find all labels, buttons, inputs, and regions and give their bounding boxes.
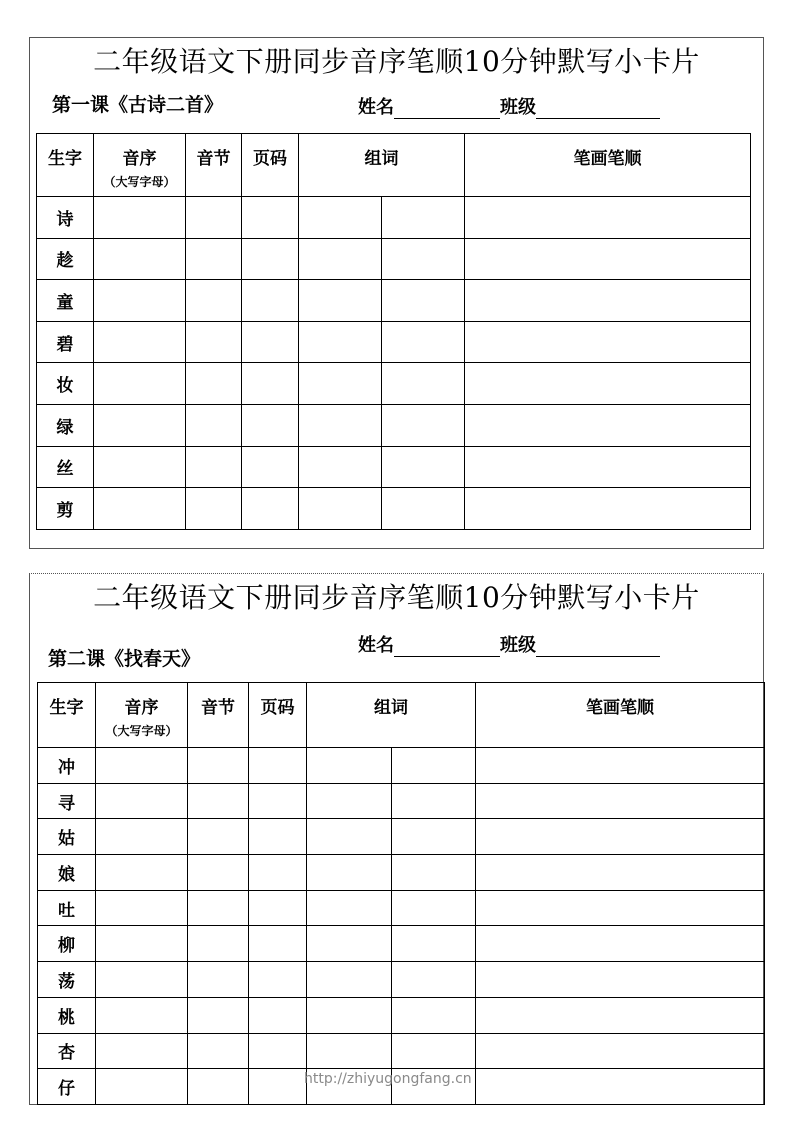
class-label: 班级 [500,635,536,656]
table-header-row [37,134,751,197]
word-cell-1[interactable] [299,238,382,280]
table-row [37,321,751,363]
character: 趁 [56,251,74,272]
table-header-row [38,683,765,748]
word-cell-1[interactable] [299,280,382,322]
strokes-cell[interactable] [476,997,765,1033]
page-cell[interactable] [249,1033,307,1069]
character: 荡 [58,971,75,992]
order-cell[interactable] [96,997,188,1033]
table-row [37,238,751,280]
character: 冲 [58,757,75,778]
word-cell-1[interactable] [299,321,382,363]
strokes-cell[interactable] [465,197,751,239]
strokes-cell[interactable] [476,1033,765,1069]
page-cell[interactable] [249,926,307,962]
character: 娘 [58,864,75,885]
character: 仔 [58,1079,75,1100]
section-cell[interactable] [188,855,249,891]
section-cell[interactable] [186,363,242,405]
card-title: 二年级语文下册同步音序笔顺10分钟默写小卡片 [93,45,700,78]
name-blank[interactable] [394,638,500,657]
header-order-label: 音序 [122,149,157,169]
char-cell [38,748,96,784]
char-cell [37,446,94,488]
page-cell[interactable] [242,404,299,446]
card-title: 二年级语文下册同步音序笔顺10分钟默写小卡片 [93,581,700,614]
character: 童 [56,292,74,313]
char-cell [38,962,96,998]
word-cell-2[interactable] [392,1033,476,1069]
page-cell[interactable] [242,363,299,405]
page-cell[interactable] [249,1069,307,1105]
character: 杏 [58,1043,75,1064]
word-cell-1[interactable] [299,446,382,488]
section-cell[interactable] [186,197,242,239]
word-cell-1[interactable] [307,962,392,998]
header-page: 页码 [249,683,307,748]
character: 妆 [56,376,74,397]
section-cell[interactable] [188,1033,249,1069]
strokes-cell[interactable] [465,404,751,446]
word-cell-2[interactable] [382,280,465,322]
word-cell-1[interactable] [307,1033,392,1069]
table-row [37,197,751,239]
word-cell-2[interactable] [382,446,465,488]
section-cell[interactable] [188,748,249,784]
word-cell-2[interactable] [382,363,465,405]
character: 剪 [56,500,74,521]
word-cell-1[interactable] [307,997,392,1033]
dictation-table [37,682,765,1105]
header-order-sub: （大写字母） [105,724,178,738]
table-row [37,280,751,322]
char-cell [38,1069,96,1105]
header-char: 生字 [38,683,96,748]
section-cell[interactable] [188,926,249,962]
char-cell [38,1033,96,1069]
order-cell[interactable] [94,321,186,363]
word-cell-2[interactable] [382,404,465,446]
strokes-cell[interactable] [476,819,765,855]
strokes-cell[interactable] [476,783,765,819]
order-cell[interactable] [94,238,186,280]
char-cell [38,819,96,855]
character: 碧 [56,334,74,355]
character: 寻 [58,793,75,814]
page-cell[interactable] [249,890,307,926]
page-cell[interactable] [242,280,299,322]
student-info [358,631,660,657]
section-cell[interactable] [186,321,242,363]
word-cell-1[interactable] [299,404,382,446]
section-cell[interactable] [188,962,249,998]
order-cell[interactable] [94,488,186,530]
word-cell-2[interactable] [382,197,465,239]
header-section: 音节 [186,134,242,197]
char-cell [37,321,94,363]
page-cell[interactable] [242,197,299,239]
header-words: 组词 [307,683,476,748]
page-cell[interactable] [242,238,299,280]
class-blank[interactable] [536,638,660,657]
char-cell [38,926,96,962]
page-cell[interactable] [242,488,299,530]
section-cell[interactable] [186,404,242,446]
dictation-card-2 [29,573,764,1105]
character: 桃 [58,1007,75,1028]
character: 诗 [56,209,74,230]
char-cell [38,783,96,819]
strokes-cell[interactable] [465,238,751,280]
order-cell[interactable] [96,855,188,891]
section-cell[interactable] [186,488,242,530]
order-cell[interactable] [94,446,186,488]
page-cell[interactable] [249,819,307,855]
word-cell-2[interactable] [392,783,476,819]
table-row [38,962,765,998]
page-cell[interactable] [249,783,307,819]
strokes-cell[interactable] [476,926,765,962]
strokes-cell[interactable] [465,321,751,363]
strokes-cell[interactable] [476,1069,765,1105]
class-label: 班级 [500,97,536,118]
table-row [38,926,765,962]
class-blank[interactable] [536,100,660,119]
order-cell[interactable] [96,1033,188,1069]
page-cell[interactable] [242,321,299,363]
order-cell[interactable] [96,890,188,926]
table-row [37,404,751,446]
character: 绿 [56,417,74,438]
word-cell-1[interactable] [307,783,392,819]
word-cell-2[interactable] [392,890,476,926]
word-cell-2[interactable] [382,321,465,363]
section-cell[interactable] [188,997,249,1033]
word-cell-2[interactable] [392,997,476,1033]
header-order-sub: （大写字母） [103,175,176,189]
character: 柳 [58,936,75,957]
page-cell[interactable] [249,855,307,891]
page-cell[interactable] [242,446,299,488]
word-cell-1[interactable] [299,197,382,239]
word-cell-2[interactable] [392,819,476,855]
header-char: 生字 [37,134,94,197]
section-cell[interactable] [188,1069,249,1105]
order-cell[interactable] [94,404,186,446]
strokes-cell[interactable] [476,748,765,784]
order-cell[interactable] [96,926,188,962]
footer-url[interactable]: http://zhiyugongfang.cn [304,1071,472,1087]
word-cell-1[interactable] [307,890,392,926]
name-label: 姓名 [358,97,394,118]
character: 丝 [56,459,74,480]
header-order [96,683,188,748]
order-cell[interactable] [94,280,186,322]
table-row [38,890,765,926]
section-cell[interactable] [188,783,249,819]
section-cell[interactable] [188,890,249,926]
strokes-cell[interactable] [476,962,765,998]
header-section: 音节 [188,683,249,748]
char-cell [37,488,94,530]
order-cell[interactable] [96,783,188,819]
character: 姑 [58,829,75,850]
word-cell-1[interactable] [299,363,382,405]
order-cell[interactable] [96,819,188,855]
student-info [358,93,660,119]
section-cell[interactable] [186,238,242,280]
page-cell[interactable] [249,962,307,998]
char-cell [38,855,96,891]
char-cell [37,280,94,322]
table-row [37,446,751,488]
header-page: 页码 [242,134,299,197]
section-cell[interactable] [186,280,242,322]
character: 吐 [58,900,75,921]
char-cell [37,363,94,405]
name-blank[interactable] [394,100,500,119]
strokes-cell[interactable] [465,488,751,530]
header-order-label: 音序 [124,698,159,718]
header-words: 组词 [299,134,465,197]
order-cell[interactable] [94,363,186,405]
table-row [38,783,765,819]
header-strokes: 笔画笔顺 [465,134,751,197]
header-strokes: 笔画笔顺 [476,683,765,748]
table-row [38,855,765,891]
word-cell-2[interactable] [392,855,476,891]
char-cell [38,997,96,1033]
word-cell-1[interactable] [307,748,392,784]
strokes-cell[interactable] [465,446,751,488]
lesson-title: 第二课《找春天》 [48,648,201,670]
strokes-cell[interactable] [476,890,765,926]
page-cell[interactable] [249,748,307,784]
char-cell [37,238,94,280]
order-cell[interactable] [94,197,186,239]
char-cell [37,197,94,239]
char-cell [38,890,96,926]
table-row [38,1033,765,1069]
table-row [37,363,751,405]
word-cell-1[interactable] [307,819,392,855]
word-cell-2[interactable] [392,962,476,998]
table-row [38,748,765,784]
word-cell-1[interactable] [307,855,392,891]
table-row [38,997,765,1033]
word-cell-1[interactable] [307,926,392,962]
strokes-cell[interactable] [465,363,751,405]
table-row [37,488,751,530]
lesson-title: 第一课《古诗二首》 [52,94,224,116]
word-cell-2[interactable] [382,488,465,530]
word-cell-2[interactable] [392,748,476,784]
order-cell[interactable] [96,962,188,998]
page-cell[interactable] [249,997,307,1033]
section-cell[interactable] [186,446,242,488]
section-cell[interactable] [188,819,249,855]
dictation-card-1 [29,37,764,549]
name-label: 姓名 [358,635,394,656]
strokes-cell[interactable] [465,280,751,322]
order-cell[interactable] [96,1069,188,1105]
word-cell-1[interactable] [299,488,382,530]
word-cell-2[interactable] [382,238,465,280]
table-row [38,819,765,855]
word-cell-2[interactable] [392,926,476,962]
header-order [94,134,186,197]
strokes-cell[interactable] [476,855,765,891]
dictation-table [36,133,751,530]
order-cell[interactable] [96,748,188,784]
char-cell [37,404,94,446]
